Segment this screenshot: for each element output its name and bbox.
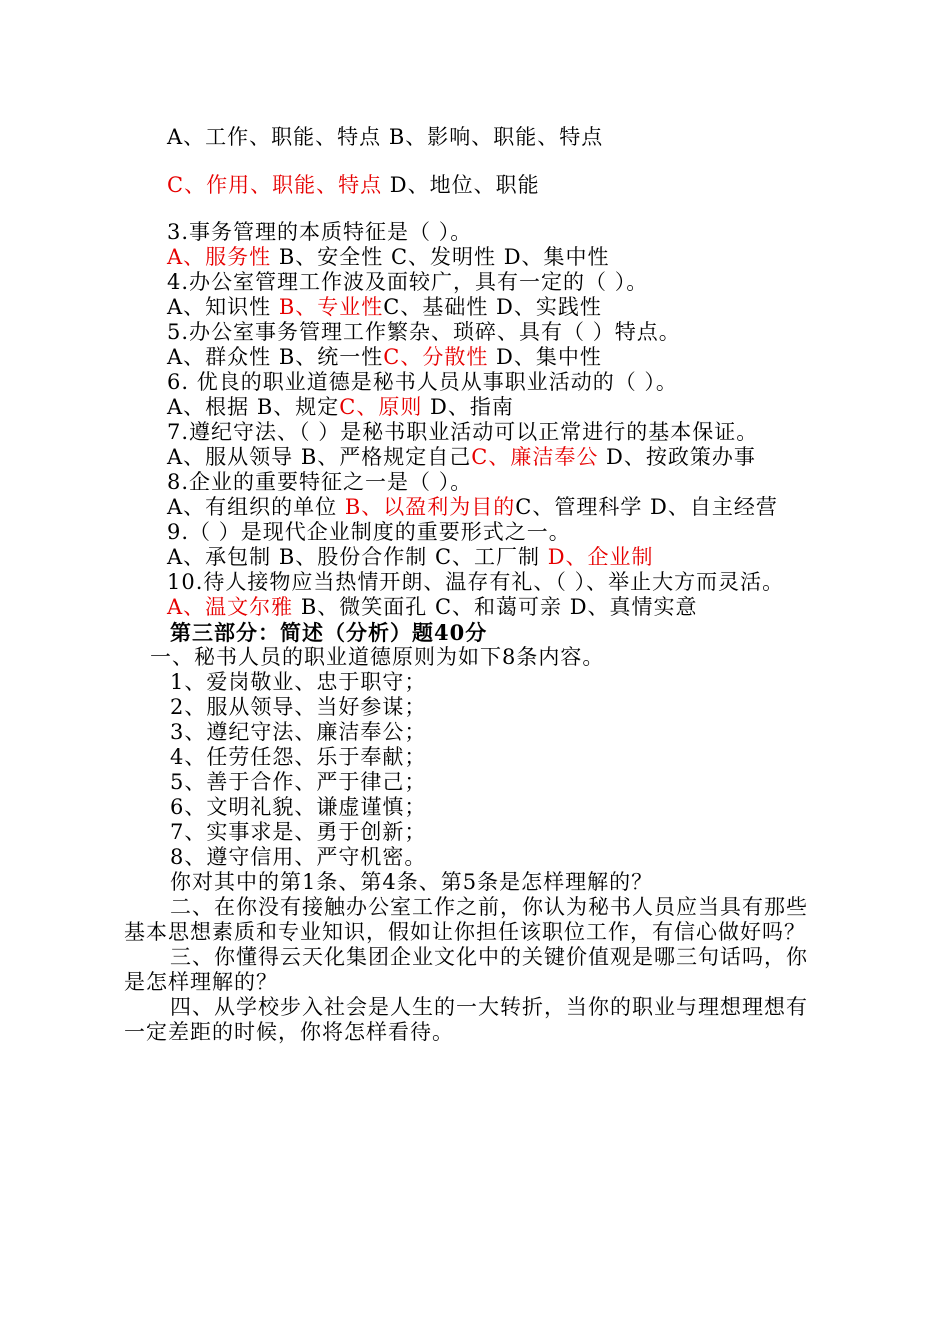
option-text: A、有组织的单位 xyxy=(167,495,345,519)
option-text: A、群众性 B、统一性 xyxy=(167,345,384,369)
option-text: D、指南 xyxy=(422,395,514,419)
question-options xyxy=(167,445,756,470)
question-paragraph: 二、在你没有接触办公室工作之前，你认为秘书人员应当具有那些基本思想素质和专业知识，假如让你担任该职位工作，有信心做好吗？ xyxy=(124,895,808,944)
answer-option: C、廉洁奉公 xyxy=(471,445,599,469)
option-text: B、安全性 C、发明性 D、集中性 xyxy=(271,245,610,269)
answer-option: C、原则 xyxy=(339,395,423,419)
question-options xyxy=(167,495,778,520)
question-options xyxy=(167,345,602,370)
option-text: C、基础性 D、实践性 xyxy=(383,295,602,319)
question-stem: 3.事务管理的本质特征是（ ）。 xyxy=(167,220,473,244)
q2-answer: C、作用、职能、特点 xyxy=(167,173,383,197)
question-options xyxy=(167,295,602,320)
question-options xyxy=(167,395,514,420)
option-text: A、服从领导 B、严格规定自己 xyxy=(167,445,472,469)
section3-intro: 一、秘书人员的职业道德原则为如下8条内容。 xyxy=(150,645,605,669)
question-text: 你对其中的第1条、第4条、第5条是怎样理解的？ xyxy=(170,870,654,894)
question-paragraph: 三、你懂得云天化集团企业文化中的关键价值观是哪三句话吗，你是怎样理解的？ xyxy=(124,945,808,994)
option-text: A、承包制 B、股份合作制 C、工厂制 xyxy=(167,545,548,569)
section-heading: 第三部分：简述（分析）题40分 xyxy=(170,620,488,645)
question-stem: 5.办公室事务管理工作繁杂、琐碎、具有（ ）特点。 xyxy=(167,320,681,344)
question-options xyxy=(167,595,698,620)
question-stem: 9.（ ）是现代企业制度的重要形式之一。 xyxy=(167,520,571,544)
option-text: B、微笑面孔 C、和蔼可亲 D、真情实意 xyxy=(293,595,698,619)
principle-item: 2、服从领导、当好参谋； xyxy=(170,695,427,719)
question-stem: 10.待人接物应当热情开朗、温存有礼、（ ）、举止大方而灵活。 xyxy=(167,570,785,594)
question-paragraph: 四、从学校步入社会是人生的一大转折，当你的职业与理想理想有一定差距的时候，你将怎样看待。 xyxy=(124,995,808,1044)
principle-item: 8、遵守信用、严守机密。 xyxy=(170,845,427,869)
answer-option: A、温文尔雅 xyxy=(167,595,294,619)
answer-option: B、以盈利为目的 xyxy=(344,495,516,519)
option-text: D、按政策办事 xyxy=(598,445,756,469)
q2-options-rest: D、地位、职能 xyxy=(382,173,540,197)
principle-item: 5、善于合作、严于律己； xyxy=(170,770,427,794)
q2-options-line2 xyxy=(167,173,540,198)
question-stem: 8.企业的重要特征之一是（ ）。 xyxy=(167,470,473,494)
question-options xyxy=(167,245,610,270)
q2-options-line1: A、工作、职能、特点 B、影响、职能、特点 xyxy=(167,125,604,149)
question-options xyxy=(167,545,654,570)
principle-item: 3、遵纪守法、廉洁奉公； xyxy=(170,720,427,744)
option-text: A、根据 B、规定 xyxy=(167,395,340,419)
answer-option: C、分散性 xyxy=(383,345,489,369)
answer-option: B、专业性 xyxy=(278,295,384,319)
question-stem: 4.办公室管理工作波及面较广，具有一定的（ ）。 xyxy=(167,270,649,294)
principle-item: 1、爱岗敬业、忠于职守； xyxy=(170,670,427,694)
answer-option: D、企业制 xyxy=(547,545,654,569)
option-text: A、知识性 xyxy=(167,295,279,319)
question-stem: 7.遵纪守法、（ ）是秘书职业活动可以正常进行的基本保证。 xyxy=(167,420,759,444)
principle-item: 4、任劳任怨、乐于奉献； xyxy=(170,745,427,769)
option-text: C、管理科学 D、自主经营 xyxy=(515,495,778,519)
principle-item: 6、文明礼貌、谦虚谨慎； xyxy=(170,795,427,819)
option-text: D、集中性 xyxy=(488,345,602,369)
answer-option: A、服务性 xyxy=(167,245,272,269)
principle-item: 7、实事求是、勇于创新； xyxy=(170,820,427,844)
question-stem: 6. 优良的职业道德是秘书人员从事职业活动的（ ）。 xyxy=(167,370,678,394)
